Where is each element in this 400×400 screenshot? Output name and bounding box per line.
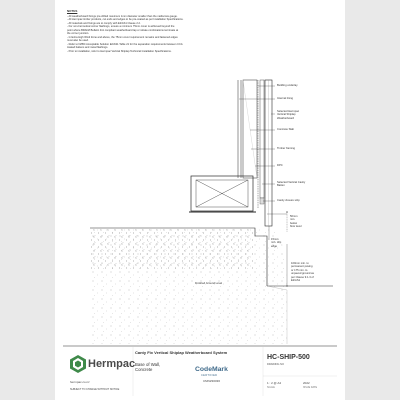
note-line: point where BRANZ Bulletin 411 compliant weatherboard lap or rebate combinations terminate at	[67, 28, 179, 32]
label-dpc: DPC	[277, 164, 283, 167]
hermpac-logo	[70, 355, 136, 377]
note-line: - All Hermpac timber products, cut ends and edges to be pre-coated as per Installation Specifications.	[67, 18, 184, 21]
label-gap-50: 50mm min. below floor level	[290, 215, 302, 229]
title-block	[55, 344, 345, 400]
note-line: treated battens and metal flashings.	[67, 46, 109, 49]
label-timber-framing: Timber framing	[277, 147, 295, 150]
label-finished-ground: Finished Ground Level	[195, 282, 223, 285]
note-line: - All materials and fixings are to comply with E2/AS1 Clause 2.2.	[67, 21, 141, 25]
website-link[interactable]: hermpac.co.nz	[70, 380, 90, 384]
notes-title: NOTES	[67, 9, 78, 13]
label-cavity-batten: Selected Vertical Cavity Batten	[277, 181, 306, 188]
label-clearance: 100mm min. to permanent paving or 175 min. to unpaved ground as per Clause 9.1.3 of E2/AS1	[291, 262, 315, 283]
label-weatherboard: Selected Hermpac Vertical Shiplap Weatherboard	[277, 110, 300, 120]
label-internal-lining: Internal lining	[277, 97, 293, 100]
slab-fill	[91, 229, 254, 269]
brand-name: Hermpac	[88, 358, 136, 370]
drawing-sheet	[55, 0, 345, 400]
label-drip-edge: 15mm min. drip edge	[271, 238, 282, 248]
issue-date: 2022	[303, 381, 310, 385]
hermpac-hex-icon	[70, 355, 86, 373]
issue-date-label: ISSUE DATE	[303, 386, 318, 389]
disclaimer: SUBJECT TO CHANGE WITHOUT NOTICE	[70, 388, 120, 391]
scale-label: SCALE	[267, 386, 275, 389]
label-closure-strip: Cavity closure strip	[277, 199, 300, 202]
section-drawing	[55, 0, 345, 344]
note-line: - For non-hermetical corner flashings, ensure a minimum 75mm cover is achieved beyond the	[67, 25, 175, 28]
note-line: must also be used.	[67, 39, 89, 42]
codemark-code: CMNZ30036	[203, 379, 221, 383]
note-line: - All weatherboard fixings pre-drilled maximum 1mm diameter smaller than the nail/screw gauge.	[67, 14, 178, 18]
system-title: Canty Fix Vertical Shiplap Weatherboard System	[135, 350, 228, 355]
drawing-title: Base of Wall, Concrete	[135, 362, 161, 373]
drawing-number-label: DRAWING NO	[267, 363, 285, 366]
note-line: the corner junction.	[67, 32, 90, 35]
note-line: - Refer to NZBC Acceptable Solution E2/AS1 Table 21 for the separation requirements between CCA	[67, 42, 183, 46]
codemark-certified: CERTIFIED	[201, 374, 218, 377]
codemark-logo: CodeMark	[195, 366, 228, 373]
note-line: - In Extra High Wind Zone and above, the 75mm cover requirement remains and fastened edges	[67, 35, 178, 39]
scale-value: 1 : 2 @ A4	[267, 381, 282, 385]
label-concrete-slab: Concrete Slab	[277, 128, 295, 131]
cavity-batten	[260, 80, 264, 198]
note-line: - Prior to installation, refer to Hermpac Vertical Shiplap Technical Installation Specifications.	[67, 49, 172, 53]
drawing-number: HC-SHIP-500	[267, 354, 310, 361]
label-building-underlay: Building underlay	[277, 84, 298, 87]
